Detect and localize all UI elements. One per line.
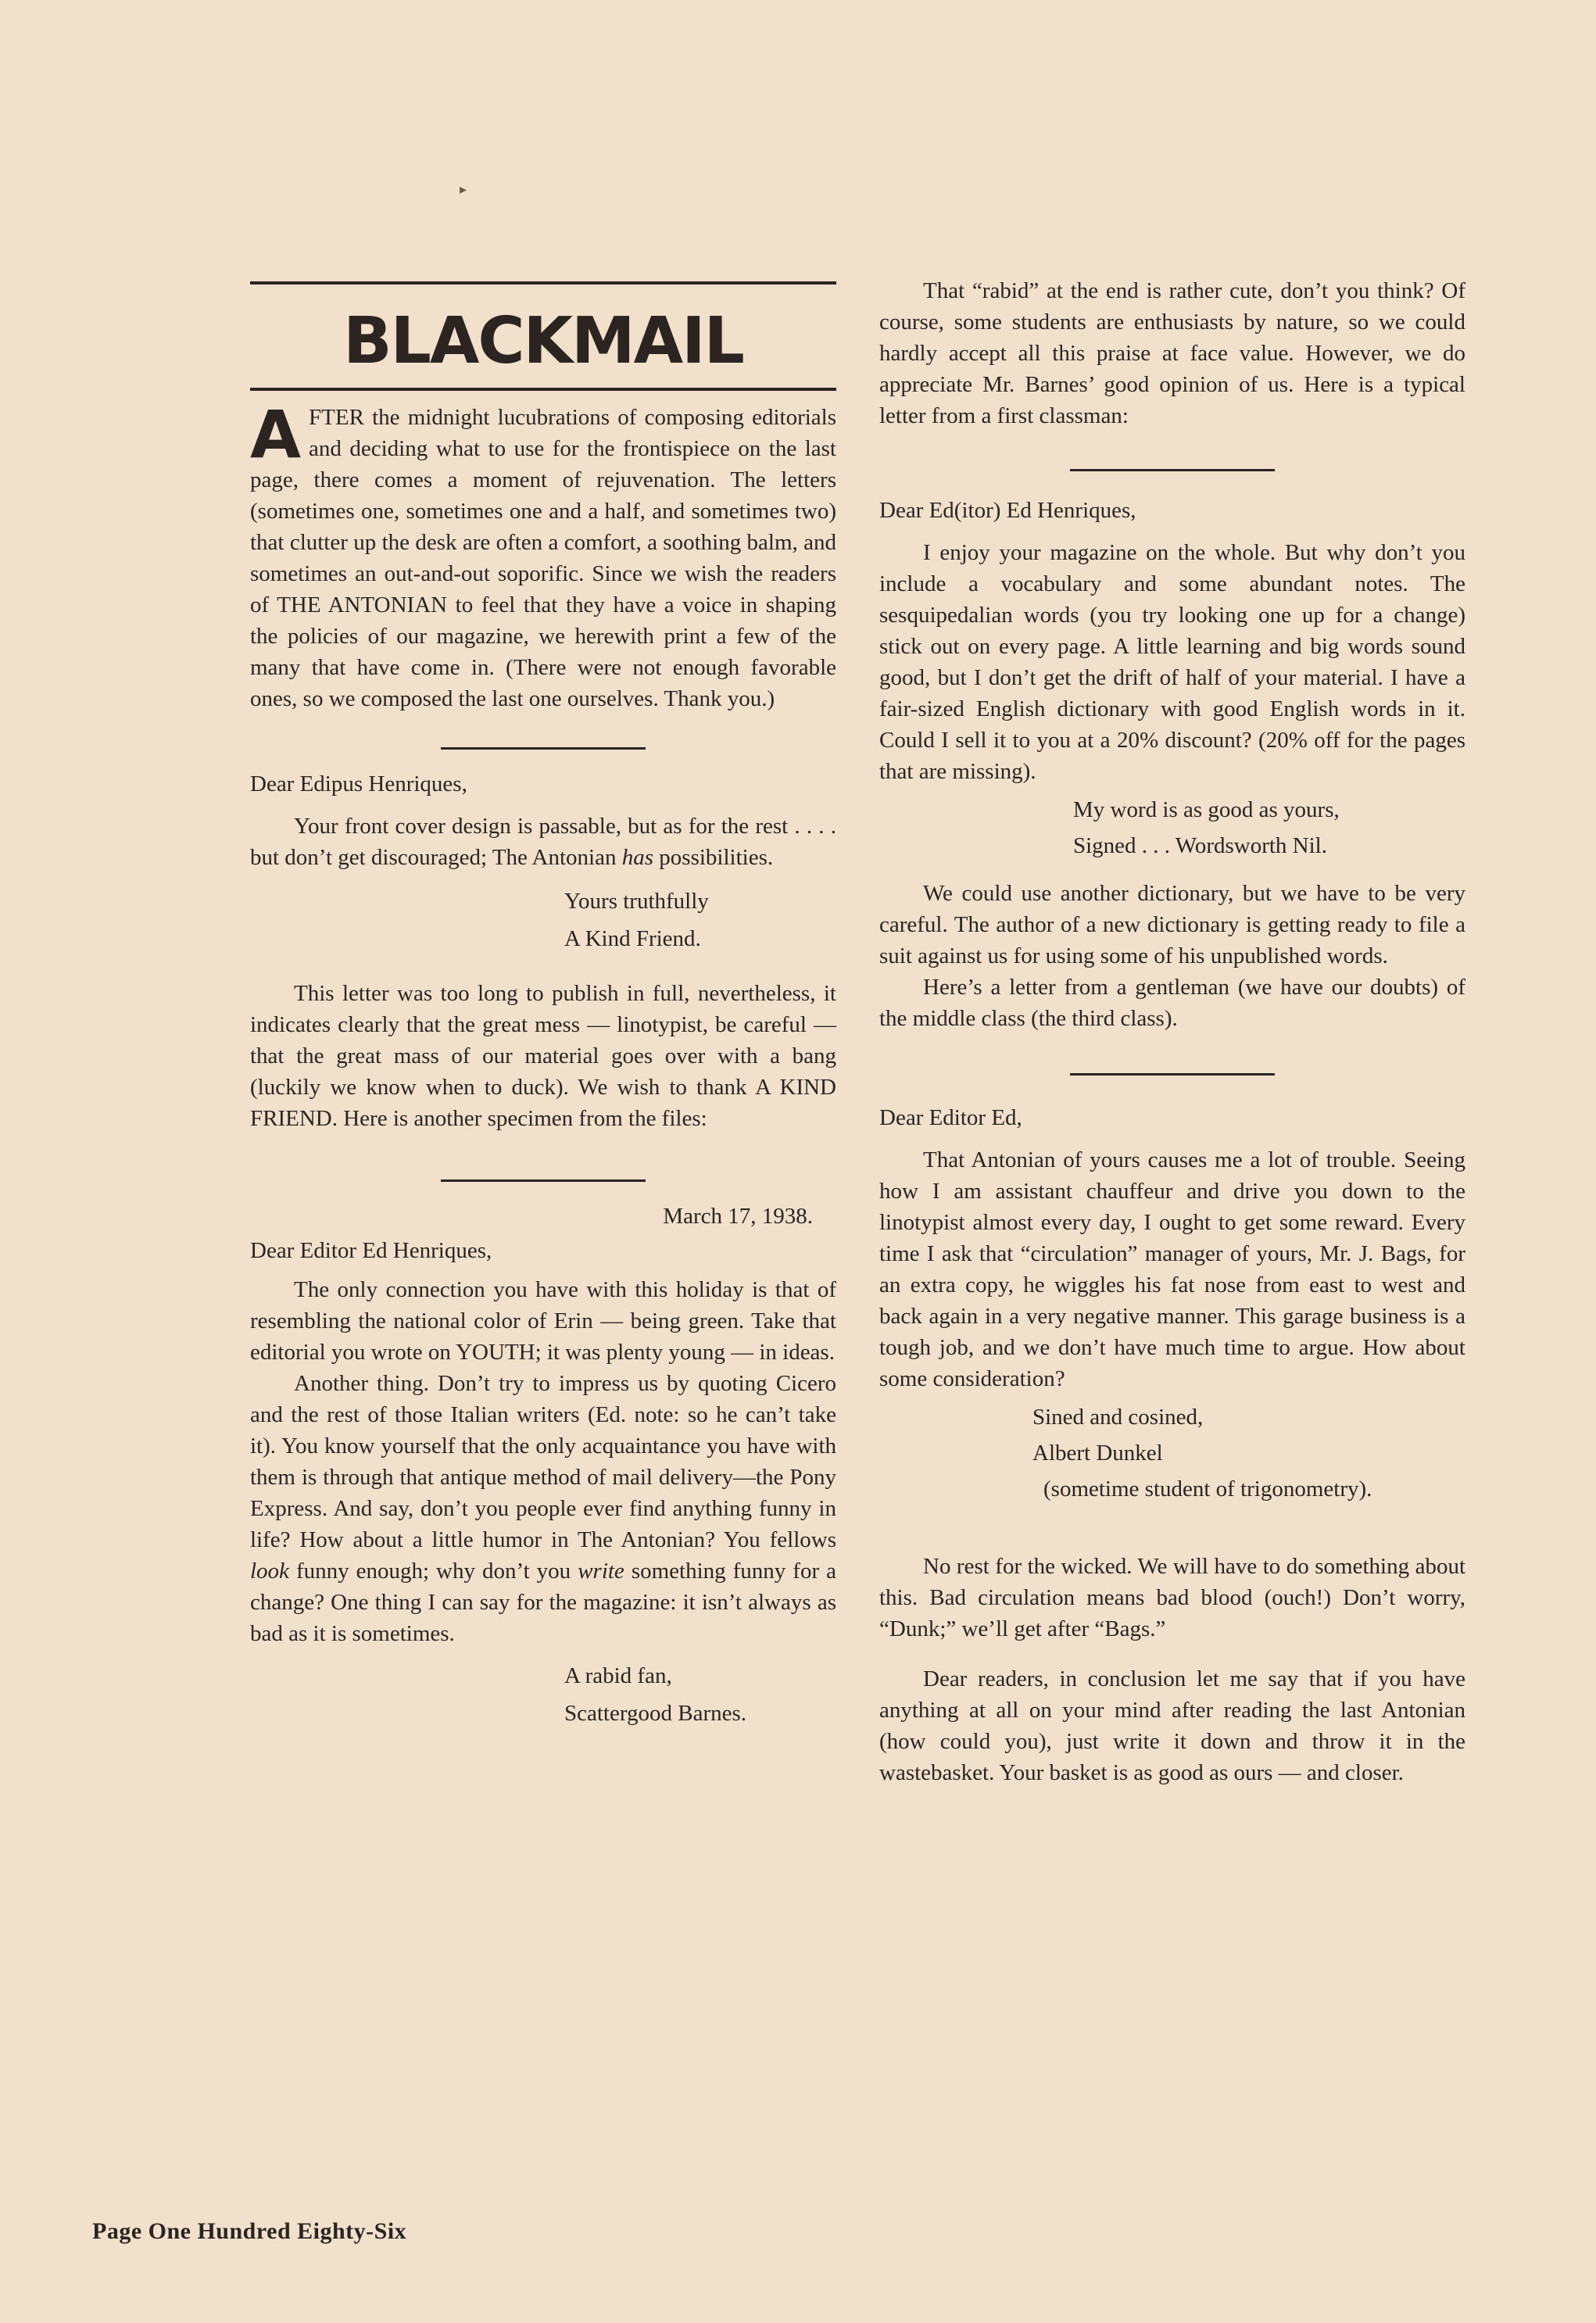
separator-rule <box>441 747 646 750</box>
letter3-body: I enjoy your magazine on the whole. But why don’t you include a vocabulary and some abundant notes. The sesquipedalian words (you try looking one up for a change) stick out on every page. A little learning and big words sound good, but I don’t get the drift of half of your material. I have a fair-sized English dictionary with good English words in it. Could I sell it to you at a 20% discount? (20% off for the pages that are missing). <box>879 540 1465 784</box>
letter3-closing: My word is as good as yours, <box>1073 797 1340 822</box>
letter2-date: March 17, 1938. <box>663 1204 813 1229</box>
comment2-paragraph: That “rabid” at the end is rather cute, don’t you think? Of course, some students are enthusiasts by nature, so we could hardly accept all this praise at face value. However, we do appreciate Mr. Barnes’ good opinion of us. Here is a typical letter from a first classman: <box>879 278 1465 428</box>
letter1-body-emphasis: has <box>621 845 654 870</box>
separator-rule <box>1070 469 1275 471</box>
letter1-body-b: possibilities. <box>653 845 774 870</box>
letter2-signature: Scattergood Barnes. <box>564 1701 747 1726</box>
comment4-paragraph: No rest for the wicked. We will have to do something about this. Bad circulation means bad blood (ouch!) Don’t worry, “Dunk;” we’ll get after “Bags.” <box>879 1554 1465 1641</box>
letter1-signature: A Kind Friend. <box>564 926 701 951</box>
letter1-closing: Yours truthfully <box>564 889 709 914</box>
page-title: BLACKMAIL <box>343 304 743 378</box>
letter3-salutation: Dear Ed(itor) Ed Henriques, <box>879 498 1136 523</box>
letter1-body <box>250 811 836 873</box>
title-rule-top <box>250 281 836 285</box>
page-number-footer: Page One Hundred Eighty-Six <box>92 2218 407 2244</box>
letter2-salutation: Dear Editor Ed Henriques, <box>250 1238 492 1263</box>
title-rule-bottom <box>250 388 836 391</box>
letter4-signature: Albert Dunkel <box>1032 1441 1163 1466</box>
letter2-paragraph2 <box>250 1368 836 1649</box>
right-column <box>879 275 1465 1788</box>
intro-text: FTER the midnight lucubrations of composing editorials and deciding what to use for the frontispiece on the last page, there comes a moment of rejuvenation. The letters (sometimes one, sometimes one and a half, and sometimes two) that clutter up the desk are often a comfort, a soothing balm, and sometimes an out-and-out soporific. Since we wish the readers of THE ANTONIAN to feel that they have a voice in shaping the policies of our magazine, we herewith print a few of the many that have come in. (There were not enough favorable ones, so we composed the last one ourselves. Thank you.) <box>250 405 836 711</box>
letter2-closing: A rabid fan, <box>564 1663 672 1688</box>
left-column <box>250 281 836 1729</box>
letter4-note: (sometime student of trigonometry). <box>1043 1476 1372 1502</box>
letter2-p2-emphasis1: look <box>250 1559 289 1584</box>
letter2-p2-c: something funny for a change? One thing I can say for the magazine: it isn’t always as bad as it is sometimes. <box>250 1559 836 1646</box>
letter3-signature: Signed . . . Wordsworth Nil. <box>1073 833 1327 858</box>
conclusion-paragraph: Dear readers, in conclusion let me say that if you have anything at all on your mind after reading the last Antonian (how could you), just write it down and throw it in the wastebasket. Your basket is as good as ours — and closer. <box>879 1666 1465 1785</box>
comment3b-paragraph: Here’s a letter from a gentleman (we have our doubts) of the middle class (the third class). <box>879 975 1465 1031</box>
stray-mark: ▸ <box>460 181 467 197</box>
separator-rule <box>441 1179 646 1182</box>
intro-paragraph <box>250 396 836 714</box>
letter2-p2-b: funny enough; why don’t you <box>288 1559 578 1584</box>
letter1-salutation: Dear Edipus Henriques, <box>250 771 467 796</box>
comment3-paragraph: We could use another dictionary, but we have to be very careful. The author of a new dictionary is getting ready to file a suit against us for using some of his unpublished words. <box>879 881 1465 968</box>
letter2-paragraph1: The only connection you have with this holiday is that of resembling the national color of Erin — being green. Take that editorial you wrote on YOUTH; it was plenty young — in ideas. <box>250 1277 836 1365</box>
letter4-closing: Sined and cosined, <box>1032 1405 1204 1430</box>
letter4-salutation: Dear Editor Ed, <box>879 1105 1022 1130</box>
drop-cap: A <box>250 396 302 473</box>
letter2-p2-a: Another thing. Don’t try to impress us by quoting Cicero and the rest of those Italian writers (Ed. note: so he can’t take it). You know yourself that the only acquaintance you have with them is through that antique method of mail delivery—the Pony Express. And say, don’t you people ever find anything funny in life? How about a little humor in The Antonian? You fellows <box>250 1371 836 1552</box>
letter1-body-a: Your front cover design is passable, but as for the rest . . . . but don’t get discouraged; The Antonian <box>250 814 836 870</box>
separator-rule <box>1070 1073 1275 1076</box>
letter4-body: That Antonian of yours causes me a lot of trouble. Seeing how I am assistant chauffeur and drive you down to the linotypist almost every day, I ought to get some reward. Every time I ask that “circulation” manager of yours, Mr. J. Bags, for an extra copy, he wiggles his fat nose from east to west and back again in a very negative manner. This garage business is a tough job, and we don’t have much time to argue. How about some consideration? <box>879 1147 1465 1391</box>
letter2-p2-emphasis2: write <box>578 1559 624 1584</box>
comment1-paragraph: This letter was too long to publish in full, nevertheless, it indicates clearly that the great mess — linotypist, be careful — that the great mass of our material goes over with a bang (luckily we know when to duck). We wish to thank A KIND FRIEND. Here is another specimen from the files: <box>250 981 836 1131</box>
